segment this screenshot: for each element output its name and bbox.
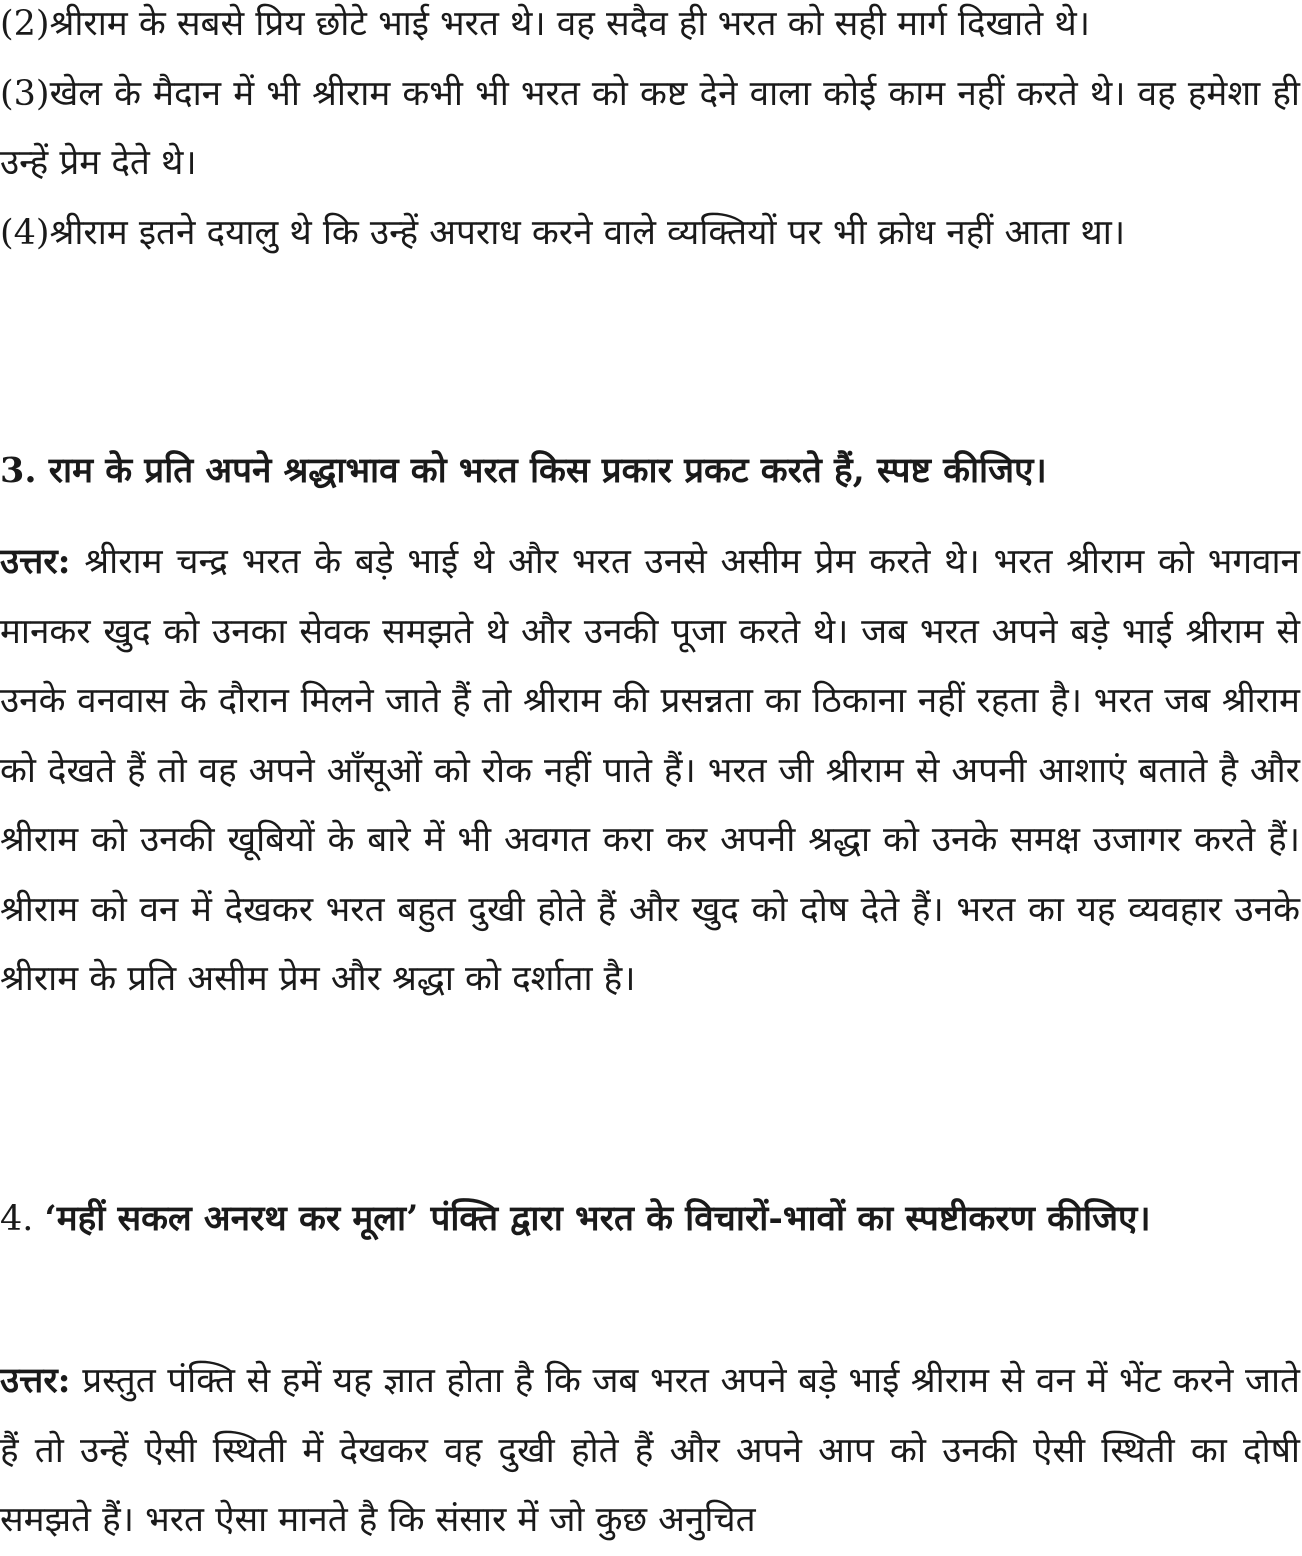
answer-label: उत्तर: — [0, 541, 71, 582]
question-4-number: 4. — [0, 1199, 45, 1239]
list-item: (4)श्रीराम इतने दयालु थे कि उन्हें अपराध करने वाले व्यक्तियों पर भी क्रोध नहीं आता था। — [0, 212, 1126, 253]
list-item: (3)खेल के मैदान में भी श्रीराम कभी भी भरत को कष्ट देने वाला कोई काम नहीं करते थे। वह हमेशा ही उन्हें प्रेम देते थे। — [0, 73, 1300, 183]
question-4-text: ‘महीं सकल अनरथ कर मूला’ पंक्ति द्वारा भरत के विचारों-भावों का स्पष्टीकरण कीजिए। — [44, 1198, 1151, 1239]
answer-4-paragraph — [0, 1346, 1300, 1556]
answer-4-text: प्रस्तुत पंक्ति से हमें यह ज्ञात होता है कि जब भरत अपने बड़े भाई श्रीराम से वन में भेंट करने जाते हैं तो उन्हें ऐसी स्थिती में देखकर वह दुखी होते हैं और अपने आप को उनकी ऐसी स्थिती का दोषी समझते हैं। भरत ऐसा मानते है कि संसार में जो कुछ अनुचित — [0, 1361, 1300, 1540]
question-3-heading: 3. राम के प्रति अपने श्रद्धाभाव को भरत किस प्रकार प्रकट करते हैं, स्पष्ट कीजिए। — [0, 450, 1047, 491]
list-item: (2)श्रीराम के सबसे प्रिय छोटे भाई भरत थे। वह सदैव ही भरत को सही मार्ग दिखाते थे। — [0, 4, 1090, 44]
answer-label: उत्तर: — [0, 1360, 71, 1401]
answer-3-text: श्रीराम चन्द्र भरत के बड़े भाई थे और भरत उनसे असीम प्रेम करते थे। भरत श्रीराम को भगवान मानकर खुद को उनका सेवक समझते थे और उनकी पूजा करते थे। जब भरत अपने बड़े भाई श्रीराम से उनके वनवास के दौरान मिलने जाते हैं तो श्रीराम की प्रसन्नता का ठिकाना नहीं रहता है। भरत जब श्रीराम को देखते हैं तो वह अपने आँसूओं को रोक नहीं पाते हैं। भरत जी श्रीराम से अपनी आशाएं बताते है और श्रीराम को उनकी खूबियों के बारे में भी अवगत करा कर अपनी श्रद्धा को उनके समक्ष उजागर करते हैं। श्रीराम को वन में देखकर भरत बहुत दुखी होते हैं और खुद को दोष देते हैं। भरत का यह व्यवहार उनके श्रीराम के प्रति असीम प्रेम और श्रद्धा को दर्शाता है। — [0, 542, 1300, 999]
qualities-list — [0, 0, 1300, 268]
answer-3-paragraph — [0, 527, 1300, 1015]
question-4-heading — [0, 1184, 1300, 1255]
